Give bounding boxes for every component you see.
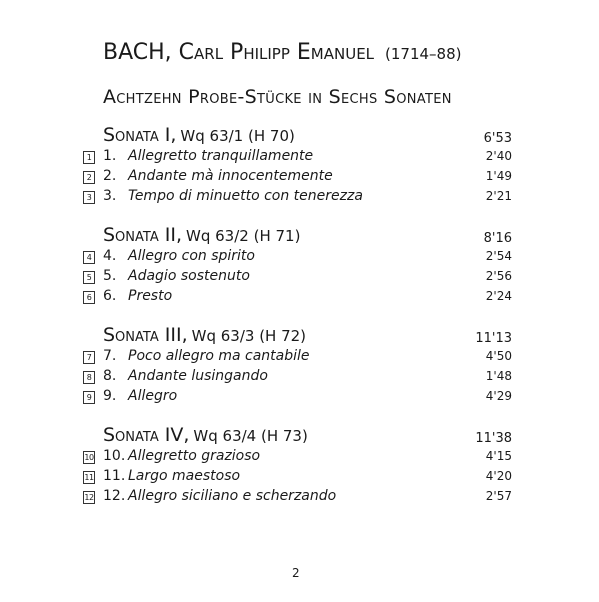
track-title: Adagio sostenuto	[128, 268, 250, 284]
sonata-catalog: Wq 63/1 (H 70)	[180, 127, 295, 145]
track-row	[83, 468, 512, 488]
track-number: 1.	[103, 148, 117, 164]
track-duration: 1'48	[485, 369, 512, 383]
track-title: Allegretto grazioso	[128, 448, 261, 464]
page-number: 2	[292, 566, 300, 580]
track-duration: 4'29	[485, 389, 512, 403]
sonata-duration: 11'13	[475, 331, 512, 346]
track-row	[83, 448, 512, 468]
track-duration: 2'54	[485, 249, 512, 263]
track-number: 12.	[103, 488, 126, 504]
track-row	[83, 188, 512, 208]
track-index-box: 5	[83, 271, 95, 284]
track-duration: 2'57	[485, 489, 512, 503]
track-title: Andante mà innocentemente	[128, 168, 333, 184]
track-index-box: 10	[84, 453, 94, 462]
sonata-name: Sonata III,	[103, 324, 188, 346]
track-title: Andante lusingando	[128, 368, 268, 384]
sonata-heading	[103, 224, 512, 248]
work-title: Achtzehn Probe-Stücke in Sechs Sonaten	[103, 86, 452, 108]
sonata-heading	[103, 324, 512, 348]
track-index-box: 6	[83, 291, 95, 304]
track-number: 8.	[103, 368, 117, 384]
composer-surname: BACH,	[103, 40, 172, 65]
track-row	[83, 168, 512, 188]
track-index-box: 1	[83, 151, 95, 164]
track-number: 7.	[103, 348, 117, 364]
track-duration: 2'21	[485, 189, 512, 203]
track-number: 3.	[103, 188, 117, 204]
track-row	[83, 268, 512, 288]
track-title: Poco allegro ma cantabile	[128, 348, 310, 364]
track-duration: 2'56	[485, 269, 512, 283]
track-number: 11.	[103, 468, 126, 484]
track-duration: 2'40	[485, 149, 512, 163]
track-index-box: 7	[83, 351, 95, 364]
track-number: 10.	[103, 448, 126, 464]
track-title: Allegro siciliano e scherzando	[128, 488, 337, 504]
composer-heading	[103, 40, 462, 65]
track-duration: 4'20	[485, 469, 512, 483]
track-number: 9.	[103, 388, 117, 404]
sonata-catalog: Wq 63/4 (H 73)	[193, 427, 308, 445]
composer-dates: (1714–88)	[385, 45, 462, 63]
composer-first-name: Carl Philipp Emanuel	[178, 40, 375, 65]
track-title: Tempo di minuetto con tenerezza	[128, 188, 363, 204]
track-index-box: 11	[84, 473, 94, 482]
track-title: Allegro	[128, 388, 178, 404]
sonata-name: Sonata IV,	[103, 424, 190, 446]
sonata-duration: 6'53	[483, 131, 512, 146]
track-number: 5.	[103, 268, 117, 284]
track-number: 2.	[103, 168, 117, 184]
track-title: Allegretto tranquillamente	[128, 148, 314, 164]
track-duration: 4'15	[485, 449, 512, 463]
sonata-heading	[103, 424, 512, 448]
sonata-duration: 8'16	[483, 231, 512, 246]
sonata-catalog: Wq 63/3 (H 72)	[191, 327, 307, 345]
track-index-box: 2	[83, 171, 95, 184]
track-title: Presto	[128, 288, 173, 304]
sonata-name: Sonata I,	[103, 124, 177, 146]
track-row	[83, 148, 512, 168]
track-number: 4.	[103, 248, 117, 264]
track-duration: 4'50	[485, 349, 512, 363]
track-title: Allegro con spirito	[128, 248, 255, 264]
track-title: Largo maestoso	[128, 468, 241, 484]
track-number: 6.	[103, 288, 117, 304]
track-index-box: 9	[83, 391, 95, 404]
track-row	[83, 368, 512, 388]
sonata-name: Sonata II,	[103, 224, 183, 246]
track-row	[83, 488, 512, 508]
sonata-heading	[103, 124, 512, 148]
sonata-duration: 11'38	[475, 431, 512, 446]
track-index-box: 4	[83, 251, 95, 264]
track-index-box: 3	[83, 191, 95, 204]
track-row	[83, 348, 512, 368]
track-index-box: 8	[83, 371, 95, 384]
track-row	[83, 248, 512, 268]
track-row	[83, 388, 512, 408]
track-index-box: 12	[84, 493, 94, 502]
track-row	[83, 288, 512, 308]
sonata-catalog: Wq 63/2 (H 71)	[186, 227, 301, 245]
track-duration: 2'24	[485, 289, 512, 303]
track-duration: 1'49	[485, 169, 512, 183]
